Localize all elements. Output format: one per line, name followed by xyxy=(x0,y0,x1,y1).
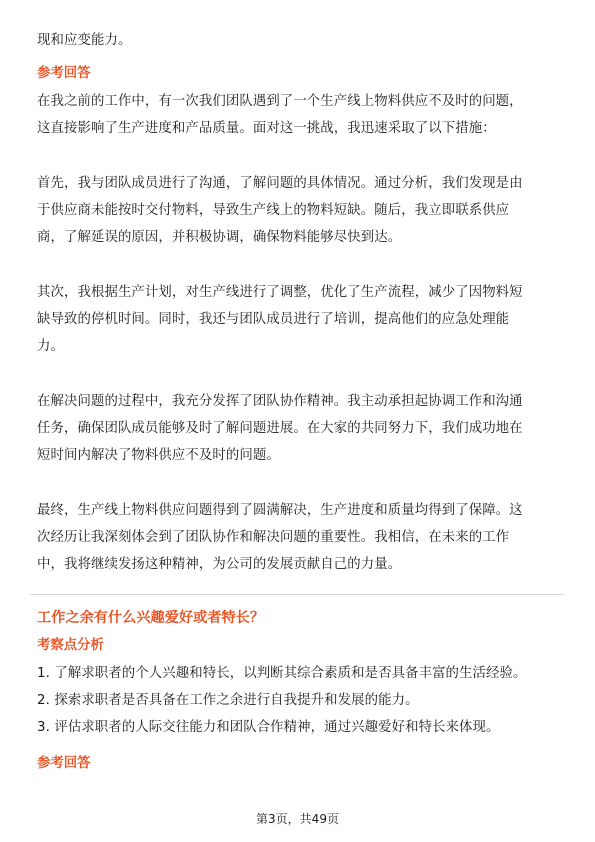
answer-line: 这直接影响了生产进度和产品质量。面对这一挑战，我迅速采取了以下措施： xyxy=(37,121,496,136)
answer-line: 最终，生产线上物料供应问题得到了圆满解决，生产进度和质量均得到了保障。这 xyxy=(37,503,523,518)
reference-answer-heading: 参考回答 xyxy=(37,756,91,771)
answer-line: 首先，我与团队成员进行了沟通，了解问题的具体情况。通过分析，我们发现是由 xyxy=(37,176,523,191)
analysis-point: 1. 了解求职者的个人兴趣和特长，以判断其综合素质和是否具备丰富的生活经验。 xyxy=(37,666,527,681)
answer-line: 在我之前的工作中，有一次我们团队遇到了一个生产线上物料供应不及时的问题， xyxy=(37,94,523,109)
answer-line: 缺导致的停机时间。同时，我还与团队成员进行了培训，提高他们的应急处理能 xyxy=(37,312,510,327)
page-number: 第3页，共49页 xyxy=(256,812,339,826)
answer-line: 次经历让我深刻体会到了团队协作和解决问题的重要性。我相信，在未来的工作 xyxy=(37,530,510,545)
answer-line: 其次，我根据生产计划，对生产线进行了调整，优化了生产流程，减少了因物料短 xyxy=(37,285,523,300)
answer-line: 短时间内解决了物料供应不及时的问题。 xyxy=(37,448,280,463)
continuation-text: 现和应变能力。 xyxy=(37,33,132,48)
answer-line: 商，了解延误的原因，并积极协调，确保物料能够尽快到达。 xyxy=(37,230,402,245)
answer-line: 在解决问题的过程中，我充分发挥了团队协作精神。我主动承担起协调工作和沟通 xyxy=(37,394,523,409)
analysis-heading: 考察点分析 xyxy=(37,638,104,653)
answer-line: 于供应商未能按时交付物料，导致生产线上的物料短缺。随后，我立即联系供应 xyxy=(37,203,510,218)
question-title: 工作之余有什么兴趣爱好或者特长？ xyxy=(37,610,265,626)
answer-line: 力。 xyxy=(37,339,64,354)
section-divider xyxy=(30,594,564,595)
answer-line: 任务，确保团队成员能够及时了解问题进展。在大家的共同努力下，我们成功地在 xyxy=(37,421,523,436)
reference-answer-heading: 参考回答 xyxy=(37,66,91,81)
analysis-point: 2. 探索求职者是否具备在工作之余进行自我提升和发展的能力。 xyxy=(37,693,419,708)
answer-line: 中，我将继续发扬这种精神，为公司的发展贡献自己的力量。 xyxy=(37,557,402,572)
analysis-point: 3. 评估求职者的人际交往能力和团队合作精神，通过兴趣爱好和特长来体现。 xyxy=(37,720,500,735)
